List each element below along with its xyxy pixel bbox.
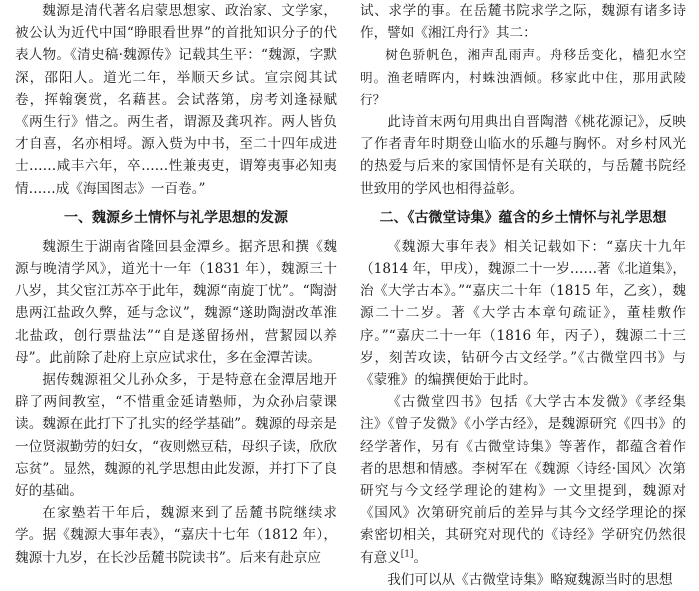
paragraph-birthplace: 魏源生于湖南省隆回县金潭乡。据齐思和撰《魏源与晚清学风》，道光十一年（1831 年），魏源三十八岁，其父宦江苏卒于此年，魏源“南旋丁忧”。“陶澍患两江盐政久弊，延与念议”，魏源“遂助陶澍改革淮北盐政，创行票盐法”“自是遂留扬州，营絜园以养母”。此前除了赴府上京应试求仕，多在金潭苦读。 bbox=[15, 238, 337, 366]
paragraph-four-books-text: 《古微堂四书》包括《大学古本发微》《孝经集注》《曾子发微》《小学古经》，是魏源研究《四书》的经学著作，另有《古微堂诗集》等著作，都蕴含着作者的思想和情感。李树军在《魏源〈诗经·国风〉次第研究与今文经学理论的建构》一文里提到，魏源对《国风》次第研究前后的差异与其今文经学理论的探索密切相关，其研究对现代的《诗经》学研究仍然很有意义 bbox=[360, 394, 686, 566]
paragraph-chronology: 《魏源大事年表》相关记载如下：“嘉庆十九年（1814 年，甲戌），魏源二十一岁……著《北道集》，治《大学古本》。”“嘉庆二十年（1815 年，乙亥），魏源二十二岁。著《大学古本章句疏证》，董桂敷作序。”“嘉庆二十一年（1816 年，丙子），魏源二十三岁，刻苦攻读，钻研今古文经学。”《古微堂四书》与《蒙雅》的编撰便始于此时。 bbox=[360, 238, 686, 389]
section-heading-1: 一、魏源乡土情怀与礼学思想的发源 bbox=[64, 209, 288, 226]
paragraph-poem-analysis: 此诗首末两句用典出自晋陶潜《桃花源记》，反映了作者青年时期登山临水的乐趣与胸怀。对乡村风光的热爱与后来的家国情怀是有关联的，与岳麓书院经世致用的学风也相得益彰。 bbox=[360, 114, 686, 197]
paragraph-four-books bbox=[360, 391, 686, 569]
poem-xiangjiang: 树色骄帆色，湘声乱雨声。舟移岳变化，樯犯水空明。渔老晴晖内，村蛛浊酒倾。移家此中住，那用武陵行？ bbox=[360, 47, 686, 107]
paragraph-family-school: 据传魏源祖父儿孙众多，于是特意在金潭居地开辟了两间教室，“不惜重金延请塾师，为众孙启蒙课读。魏源在此打下了扎实的经学基础”。魏源的母亲是一位贤淑勤劳的妇女，“夜则燃豆秸，母织子读，欣欣忘贫”。显然，魏源的礼学思想由此发源，并打下了良好的基础。 bbox=[15, 372, 337, 500]
citation-ref-1[interactable]: [1] bbox=[400, 549, 414, 560]
right-column bbox=[360, 0, 686, 591]
paragraph-yuelu-academy: 在家塾若干年后，魏源来到了岳麓书院继续求学。据《魏源大事年表》，“嘉庆十七年（1812 年），魏源十九岁，在长沙岳麓书院读书”。后来有赴京应 bbox=[15, 505, 337, 566]
left-column bbox=[15, 0, 337, 569]
paragraph-four-books-end: 。 bbox=[413, 549, 428, 566]
paragraph-continued: 试、求学的事。在岳麓书院求学之际，魏源有诸多诗作，譬如《湘江舟行》其二： bbox=[360, 3, 686, 42]
paragraph-intro: 魏源是清代著名启蒙思想家、政治家、文学家，被公认为近代中国“睁眼看世界”的首批知识分子的代表人物。《清史稿·魏源传》记载其生平：“魏源，字默深，邵阳人。道光二年，举顺天乡试。宣宗阅其试卷，挥翰褒赏，名藉甚。会试落第，房考刘逢禄赋《两生行》惜之。两生者，谓源及龚巩祚。两人皆负才自喜，名亦相埒。源入赀为中书，至二十四年成进士……咸丰六年，卒……性兼夷吏，谓筹夷事必知夷情……成《海国图志》一百卷。” bbox=[15, 3, 337, 197]
section-heading-2: 二、《古微堂诗集》蕴含的乡土情怀与礼学思想 bbox=[379, 209, 667, 226]
paragraph-poetry-collection: 我们可以从《古微堂诗集》略窥魏源当时的思想 bbox=[387, 571, 673, 588]
